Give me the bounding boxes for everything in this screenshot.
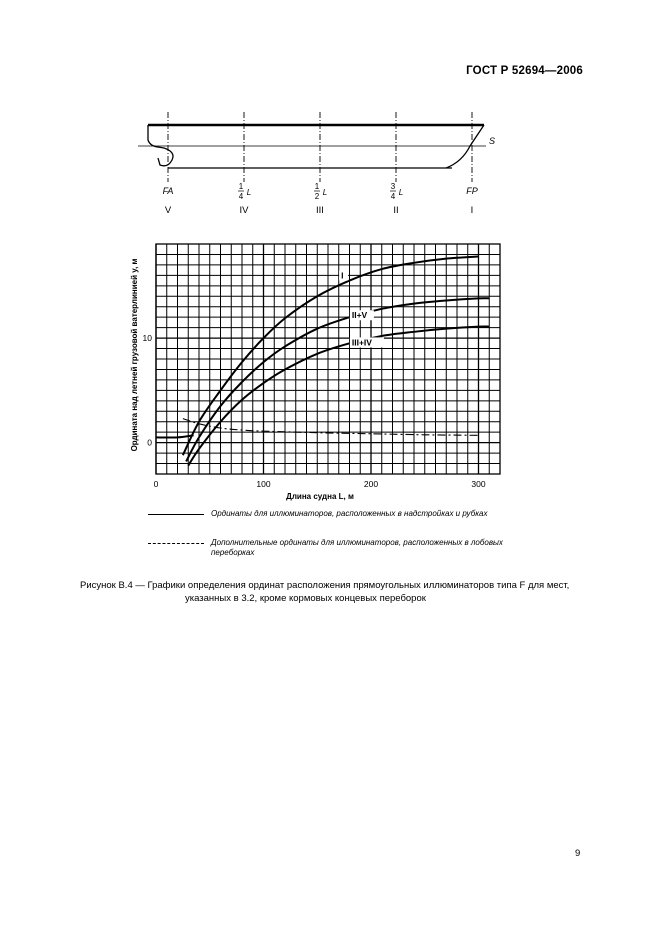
series-label-0: I [341,270,344,281]
x-tick-label-1: 100 [256,479,271,489]
station-label-4: FP [466,186,478,196]
station-frac-den-2: 2 [314,192,320,201]
legend-solid-text: Ординаты для иллюминаторов, расположенных в надстройках и рубках [211,509,488,518]
waterline-label: S [489,136,496,146]
station-frac-num-1: 1 [238,182,244,191]
station-frac-suffix-3: L [398,188,404,197]
station-roman-4: I [470,205,474,216]
ship-profile-diagram [0,100,661,220]
legend-dashdot-line-swatch [148,543,204,544]
series-label-2: III+IV [351,337,372,348]
station-frac-suffix-1: L [246,188,252,197]
chart-grid [156,244,500,474]
legend-dashdot-text: Дополнительные ординаты для иллюминаторов, расположенных в лобовых переборках [211,538,503,557]
caption-line-2: указанных в 3.2, кроме кормовых концевых переборок [185,593,426,604]
figure-caption [80,579,600,605]
station-label-0: FA [162,186,174,196]
y-tick-label-1: 10 [142,333,152,344]
y-axis-label: Ордината над летней грузовой ватерлинией y, м [130,258,139,452]
y-tick-label-0: 0 [147,437,152,448]
document-header: ГОСТ Р 52694—2006 [466,65,583,77]
series-label-1: II+V [351,310,368,321]
page-number: 9 [575,848,581,859]
bow-contour [446,125,484,168]
station-frac-suffix-2: L [322,188,328,197]
x-tick-label-3: 300 [471,479,486,489]
station-roman-0: V [164,205,172,216]
station-frac-den-1: 4 [238,192,244,201]
x-tick-label-0: 0 [153,479,159,489]
station-frac-den-3: 4 [390,192,396,201]
stern-contour [148,125,173,166]
ordinate-chart [0,230,661,505]
x-axis-label: Длина судна L, м [286,492,354,501]
x-tick-label-2: 200 [363,479,379,489]
station-frac-num-3: 3 [390,182,396,191]
series-line-3 [183,419,479,436]
station-roman-2: III [316,205,324,216]
station-frac-num-2: 1 [314,182,320,191]
series-line-0 [183,257,479,456]
station-roman-3: II [393,205,399,216]
caption-line-1: Рисунок B.4 — Графики определения ординат расположения прямоугольных иллюминаторов типа F для мест, [80,580,570,591]
legend-solid-line-swatch [148,514,204,515]
station-roman-1: IV [239,205,249,216]
